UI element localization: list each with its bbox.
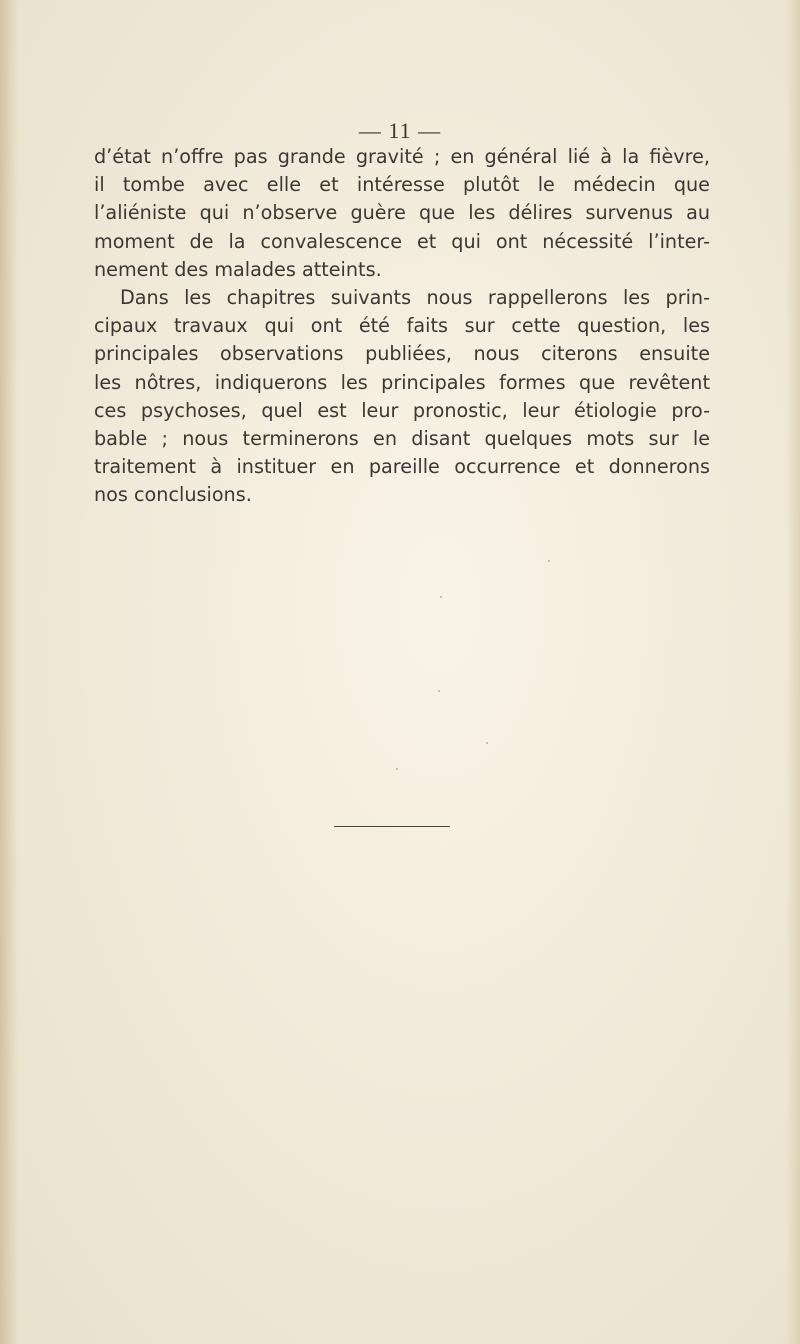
text-line: nos conclusions. [94, 483, 252, 507]
body-text [94, 143, 710, 509]
text-line: d’état n’offre pas grande gravité ; en général lié à la fièvre, [94, 145, 710, 168]
text-line: traitement à instituer en pareille occurrence et donnerons [94, 455, 710, 479]
text-line: moment de la convalescence et qui ont nécessité l’inter- [94, 229, 710, 253]
text-line: les nôtres, indiquerons les principales formes que revêtent [94, 370, 710, 394]
text-line: ces psychoses, quel est leur pronostic, leur étiologie pro- [94, 398, 710, 422]
section-end-rule [334, 826, 450, 827]
text-line: cipaux travaux qui ont été faits sur cette question, les [94, 314, 710, 338]
text-line: l’aliéniste qui n’observe guère que les délires survenus au [94, 201, 710, 225]
text-line: Dans les chapitres suivants nous rappellerons les prin- [120, 285, 710, 309]
paper-speck [440, 596, 442, 598]
text-line: il tombe avec elle et intéresse plutôt le médecin que [94, 173, 710, 197]
paper-speck [548, 560, 550, 562]
text-line: principales observations publiées, nous citerons ensuite [94, 342, 710, 366]
text-line: bable ; nous terminerons en disant quelques mots sur le [94, 426, 710, 450]
paper-speck [486, 742, 488, 744]
paper-speck [396, 768, 398, 770]
paper-speck [438, 690, 440, 692]
page-edge-shadow [0, 0, 18, 1344]
page-number: — 11 — [358, 118, 442, 143]
text-line: nement des malades atteints. [94, 257, 382, 281]
page-edge-shadow [786, 0, 800, 1344]
